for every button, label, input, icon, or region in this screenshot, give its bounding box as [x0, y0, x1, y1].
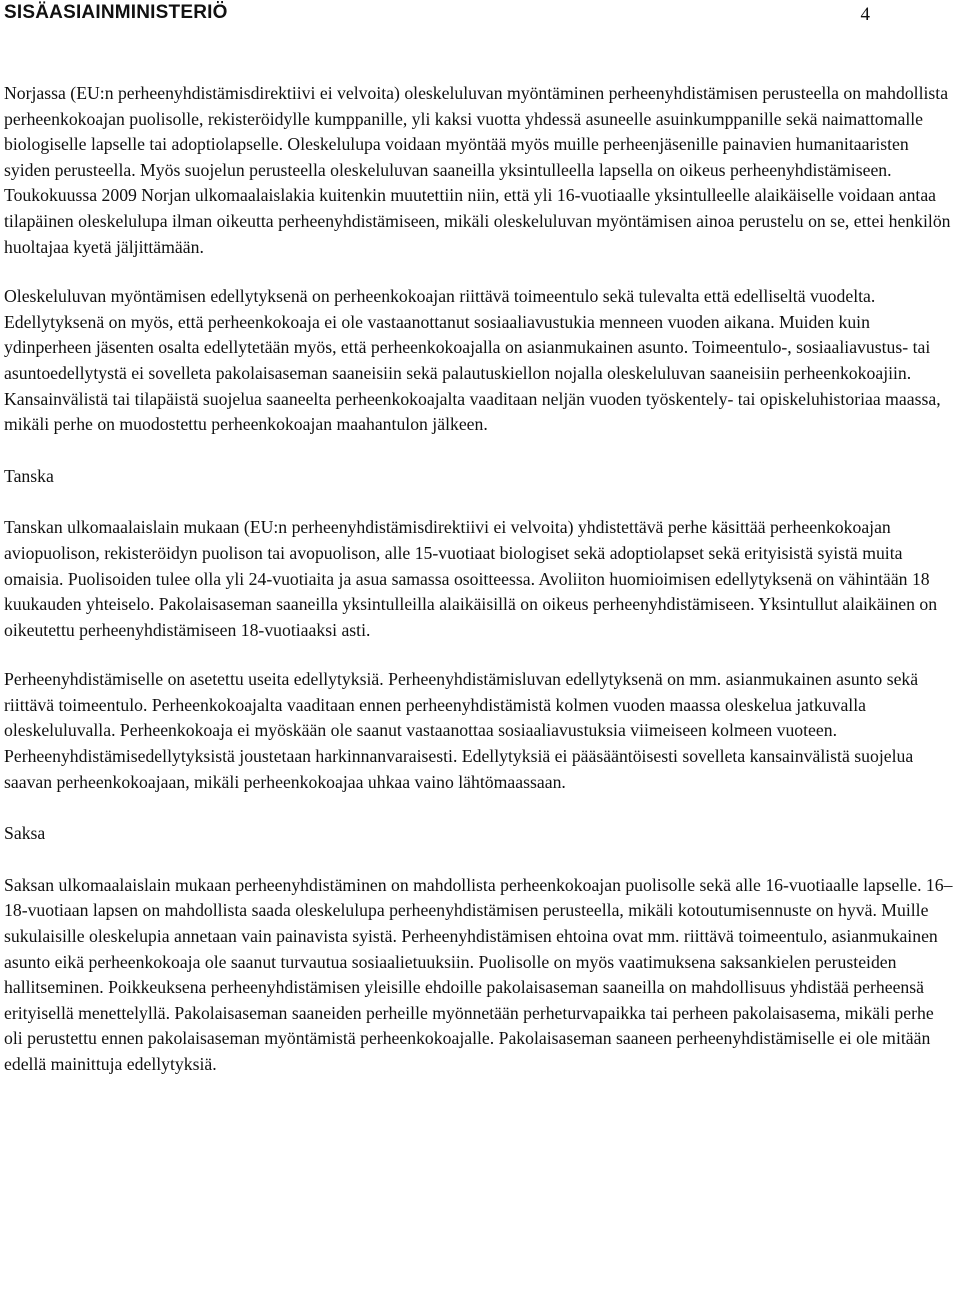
document-page	[4, 0, 956, 1078]
paragraph-germany-1: Saksan ulkomaalaislain mukaan perheenyhdistäminen on mahdollista perheenkokoajan puolisolle sekä alle 16-vuotiaalle lapselle. 16–18-vuotiaan lapsen on mahdollista saada oleskelulupa perheenyhdistämisen perusteella, mikäli kotoutumisennuste on hyvä. Muille sukulaisille oleskelupia annetaan vain painavista syistä. Perheenyhdistämisen ehtoina ovat mm. riittävä toimeentulo, asianmukainen asunto eikä perheenkokoaja ole saanut turvautua sosiaalietuuksiin. Puolisolle on myös vaatimuksena saksankielen perusteiden hallitseminen. Poikkeuksena perheenyhdistämisen yleisille ehdoille pakolaisaseman saaneilla on mahdollisuus yhdistää perheensä erityisellä menettelyllä. Pakolaisaseman saaneiden perheille myönnetään perheturvapaikka tai perheen pakolaisasema, mikäli perhe oli perustettu ennen pakolaisaseman myöntämistä perheenkokoajalle. Pakolaisaseman saaneen perheenyhdistämiselle ei ole mitään edellä mainittuja edellytyksiä.	[4, 874, 953, 1074]
section-heading-tanska: Tanska	[4, 465, 54, 486]
paragraph-norway-1: Norjassa (EU:n perheenyhdistämisdirektiivi ei velvoita) oleskeluluvan myöntäminen perheenyhdistämisen perusteella on mahdollista perheenkokoajan puolisolle, rekisteröidylle kumppanille, yli kaksi vuotta yhdessä asuneelle asuinkumppanille sekä naimattomalle biologiselle lapselle tai adoptiolapselle. Oleskelulupa voidaan myöntää myös muille perheenjäsenille painavien humanitaaristen syiden perusteella. Myös suojelun perusteella oleskeluluvan saaneilla yksintulleella lapsella on oikeus perheenyhdistämiseen. Toukokuussa 2009 Norjan ulkomaalaislakia kuitenkin muutettiin niin, että yli 16-vuotiaalle yksintulleelle alaikäiselle voidaan antaa tilapäinen oleskelulupa ilman oikeutta perheenyhdistämiseen, mikäli oleskeluluvan myöntämisen ainoa perustelu on se, ettei henkilön huoltajaa kyetä jäljittämään.	[4, 83, 951, 257]
section-heading-saksa: Saksa	[4, 823, 46, 844]
paragraph-denmark-2: Perheenyhdistämiselle on asetettu useita edellytyksiä. Perheenyhdistämisluvan edellytyksenä on mm. asianmukainen asunto sekä riittävä toimeentulo. Perheenkokoajalta vaaditaan ennen perheenyhdistämistä kolmen vuoden maassa oleskelua jatkuvalla oleskeluluvalla. Perheenkokoaja ei myöskään ole saanut vastaanottaa sosiaaliavustuksia viimeiseen kolmeen vuoteen. Perheenyhdistämisedellytyksistä joustetaan harkinnanvaraisesti. Edellytyksiä ei pääsääntöisesti sovelleta kansainvälistä suojelua saavan perheenkokoajaan, mikäli perheenkokoajaa uhkaa vaino lähtömaassaan.	[4, 669, 919, 792]
page-header	[4, 2, 956, 32]
paragraph-norway-2: Oleskeluluvan myöntämisen edellytyksenä on perheenkokoajan riittävä toimeentulo sekä tulevalta että edelliseltä vuodelta. Edellytyksenä on myös, että perheenkokoaja ei ole vastaanottanut sosiaaliavustukia menneen vuoden aikana. Muiden kuin ydinperheen jäsenten osalta edellytetään myös, että perheenkokoajalla on asianmukainen asunto. Toimeentulo-, sosiaaliavustus- tai asuntoedellytystä ei sovelleta pakolaisaseman saaneisiin sekä palautuskiellon nojalla oleskeluluvan saaneisiin perheenkokoajiin. Kansainvälistä tai tilapäistä suojelua saaneelta perheenkokoajalta vaaditaan neljän vuoden työskentely- tai opiskeluhistoriaa maassa, mikäli perhe on muodostettu perheenkokoajan maahantulon jälkeen.	[4, 286, 941, 435]
ministry-name: SISÄASIAINMINISTERIÖ	[4, 2, 228, 23]
page-number: 4	[860, 4, 870, 25]
paragraph-denmark-1: Tanskan ulkomaalaislain mukaan (EU:n perheenyhdistämisdirektiivi ei velvoita) yhdistettävä perhe käsittää perheenkokoajan aviopuolison, rekisteröidyn puolison tai avopuolison, alle 15-vuotiaat biologiset sekä adoptiolapset sekä erityisistä syistä muita omaisia. Puolisoiden tulee olla yli 24-vuotiaita ja asua samassa osoitteessa. Avoliiton huomioimisen edellytyksenä on vähintään 18 kuukauden yhteiselo. Pakolaisaseman saaneilla yksintulleilla alaikäisillä on oikeus perheenyhdistämiseen. Yksintullut alaikäinen on oikeutettu perheenyhdistämiseen 18-vuotiaaksi asti.	[4, 517, 938, 640]
